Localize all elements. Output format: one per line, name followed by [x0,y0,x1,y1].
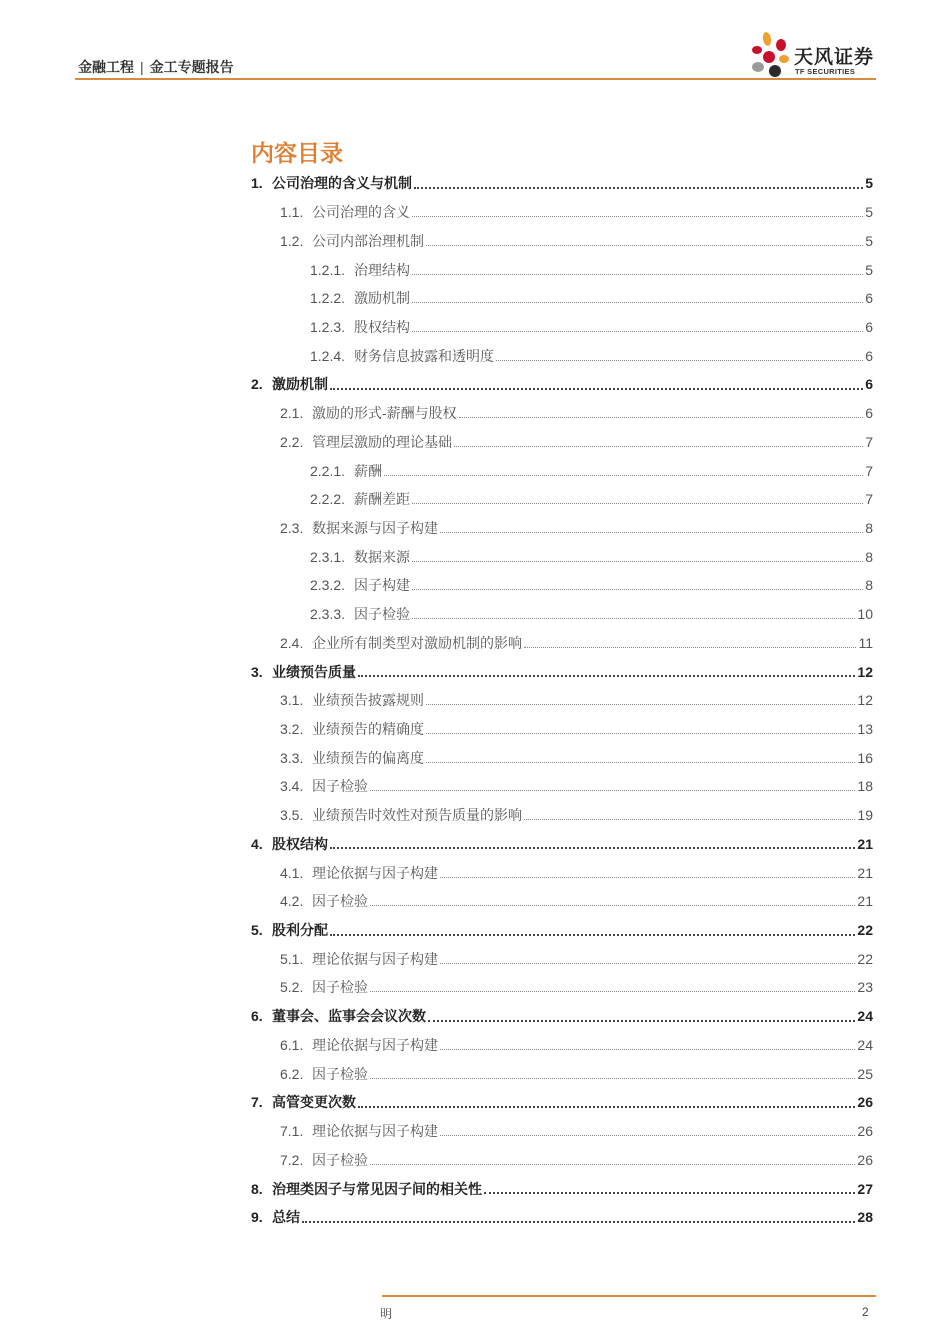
toc-entry-page: 5 [865,175,873,192]
toc-entry-title[interactable]: 高管变更次数 [272,1094,356,1111]
toc-leader-dots [412,560,863,562]
toc-entry-page: 12 [857,663,873,680]
toc-leader-dots [412,330,863,332]
toc-entry-number: 4.1. [280,864,304,881]
toc-entry-number: 1.2.3. [310,318,346,335]
toc-entry-page: 26 [857,1151,873,1168]
toc-entry-number: 3.2. [280,721,304,738]
toc-entry-page: 8 [865,548,873,565]
toc-entry-title[interactable]: 因子检验 [312,979,368,996]
toc-entry-title[interactable]: 业绩预告披露规则 [312,692,424,709]
toc-entry-number: 2. [251,376,263,393]
toc-entry-number: 2.3.3. [310,606,346,623]
toc-entry-number: 5.2. [280,979,304,996]
header-section-label: 金融工程 [78,59,134,75]
toc-entry[interactable] [251,399,873,428]
brand-flower-icon [748,30,794,82]
toc-leader-dots [440,962,855,964]
toc-leader-dots [412,273,863,275]
toc-entry[interactable] [251,772,873,801]
toc-leader-dots [330,933,855,936]
toc-entry-number: 7.2. [280,1151,304,1168]
toc-entry-title[interactable]: 因子检验 [312,1151,368,1168]
toc-entry-title[interactable]: 激励机制 [272,376,328,393]
toc-leader-dots [459,416,863,418]
toc-entry[interactable] [251,1117,873,1146]
toc-entry-page: 21 [857,893,873,910]
toc-entry-number: 4.2. [280,893,304,910]
toc-entry-title[interactable]: 因子检验 [312,1065,368,1082]
toc-entry-title[interactable]: 因子检验 [312,778,368,795]
toc-entry-number: 2.3. [280,519,304,536]
toc-entry-title[interactable]: 业绩预告的偏离度 [312,749,424,766]
toc-entry-title[interactable]: 企业所有制类型对激励机制的影响 [312,634,522,651]
toc-entry-title[interactable]: 激励的形式-薪酬与股权 [312,405,457,422]
toc-entry-number: 1.2. [280,232,304,249]
toc-entry-title[interactable]: 公司治理的含义与机制 [272,175,412,192]
brand-name-cn: 天风证券 [794,47,875,68]
toc-entry-page: 11 [858,634,873,651]
toc-entry-number: 9. [251,1209,263,1226]
toc-entry[interactable] [251,370,873,399]
toc-entry-title[interactable]: 业绩预告质量 [272,663,356,680]
toc-entry-number: 6.2. [280,1065,304,1082]
toc-entry[interactable] [251,255,873,284]
toc-entry-page: 12 [857,692,873,709]
toc-entry-title[interactable]: 股权结构 [272,835,328,852]
header-section [78,57,234,77]
toc-entry[interactable] [251,198,873,227]
toc-entry-title[interactable]: 数据来源 [354,548,410,565]
toc-leader-dots [440,876,855,878]
toc-entry-page: 5 [865,232,873,249]
toc-leader-dots [412,215,863,217]
toc-leader-dots [330,387,863,390]
toc-entry[interactable] [251,657,873,686]
toc-leader-dots [524,818,855,820]
header-separator: | [140,59,144,75]
toc-entry-page: 25 [857,1065,873,1082]
toc-entry-page: 6 [865,405,873,422]
toc-leader-dots [302,1220,855,1223]
toc-leader-dots [454,445,863,447]
toc-leader-dots [370,990,855,992]
toc-entry[interactable] [251,341,873,370]
toc-entry-title[interactable]: 总结 [272,1209,300,1226]
toc-entry-number: 4. [251,835,263,852]
toc-entry[interactable] [251,313,873,342]
toc-entry-page: 6 [865,376,873,393]
toc-entry[interactable] [251,743,873,772]
toc-entry[interactable] [251,1145,873,1174]
toc-leader-dots [370,904,855,906]
toc-entry-page: 7 [865,433,873,450]
toc-entry[interactable] [251,1203,873,1232]
toc-entry-number: 2.2.2. [310,491,346,508]
toc-leader-dots [384,474,863,476]
toc-leader-dots [412,617,855,619]
toc-entry-page: 7 [865,462,873,479]
toc-entry[interactable] [251,1174,873,1203]
brand-logo [748,30,878,82]
footer-divider [382,1295,876,1297]
toc-entry-page: 21 [857,835,873,852]
toc-leader-dots [370,1077,855,1079]
toc-entry[interactable] [251,284,873,313]
toc-entry-title[interactable]: 股权结构 [354,318,410,335]
toc-entry[interactable] [251,916,873,945]
toc-entry-page: 6 [865,318,873,335]
toc-entry-number: 3.4. [280,778,304,795]
toc-leader-dots [484,1191,855,1194]
toc-entry-page: 8 [865,577,873,594]
toc-entry[interactable] [251,456,873,485]
toc-leader-dots [412,301,863,303]
toc-entry[interactable] [251,1031,873,1060]
toc-entry-number: 6.1. [280,1036,304,1053]
toc-entry-page: 18 [857,778,873,795]
toc-entry-page: 28 [857,1209,873,1226]
toc-entry[interactable] [251,427,873,456]
toc-entry-title[interactable]: 薪酬 [354,462,382,479]
toc-entry-page: 27 [857,1180,873,1197]
toc-entry-page: 22 [857,950,873,967]
toc-entry-title[interactable]: 理论依据与因子构建 [312,950,438,967]
brand-name-en: TF SECURITIES [795,67,856,76]
toc-entry[interactable] [251,1002,873,1031]
toc-leader-dots [412,588,863,590]
toc-entry-page: 6 [865,290,873,307]
toc-entry-title[interactable]: 董事会、监事会会议次数 [272,1008,426,1025]
toc-entry-title[interactable]: 理论依据与因子构建 [312,1036,438,1053]
toc-leader-dots [358,1105,855,1108]
toc-entry[interactable] [251,600,873,629]
toc-leader-dots [330,846,855,849]
toc-entry-title[interactable]: 治理结构 [354,261,410,278]
toc-leader-dots [426,244,863,246]
footer-text: 明 [380,1307,393,1321]
toc-entry-number: 5. [251,922,263,939]
toc-entry-number: 2.2. [280,433,304,450]
toc-entry-title[interactable]: 理论依据与因子构建 [312,864,438,881]
toc-entry-page: 5 [865,261,873,278]
toc-entry-number: 7. [251,1094,263,1111]
toc-title: 内容目录 [251,140,343,166]
toc-entry-page: 13 [857,721,873,738]
toc-entry-page: 21 [857,864,873,881]
toc-entry[interactable] [251,226,873,255]
toc-entry-number: 6. [251,1008,263,1025]
toc-leader-dots [426,761,855,763]
toc-entry-number: 8. [251,1180,263,1197]
toc-entry-number: 3.5. [280,807,304,824]
toc-entry-page: 24 [857,1008,873,1025]
toc-entry[interactable] [251,542,873,571]
toc-entry-title[interactable]: 薪酬差距 [354,491,410,508]
header-report-type: 金工专题报告 [149,59,234,75]
toc-leader-dots [428,1019,855,1022]
toc-entry-title[interactable]: 理论依据与因子构建 [312,1123,438,1140]
toc-entry-number: 2.4. [280,634,304,651]
toc-entry-title[interactable]: 因子构建 [354,577,410,594]
toc-entry-page: 26 [857,1094,873,1111]
toc-entry-page: 23 [857,979,873,996]
toc-leader-dots [440,1134,855,1136]
header-divider [75,78,876,80]
toc-entry-number: 3.1. [280,692,304,709]
toc-entry[interactable] [251,686,873,715]
toc-entry-title[interactable]: 公司内部治理机制 [312,232,424,249]
toc-leader-dots [370,789,855,791]
toc-leader-dots [496,359,863,361]
toc-entry-title[interactable]: 数据来源与因子构建 [312,519,438,536]
toc-entry-page: 19 [857,807,873,824]
toc-entry-number: 2.3.1. [310,548,346,565]
toc-entry[interactable] [251,169,873,198]
toc-entry-title[interactable]: 股利分配 [272,922,328,939]
toc-entry-number: 1.1. [280,204,304,221]
toc-entry-number: 3.3. [280,749,304,766]
toc-leader-dots [440,531,863,533]
toc-leader-dots [370,1163,855,1165]
toc-entry[interactable] [251,629,873,658]
toc-leader-dots [426,703,855,705]
toc-leader-dots [524,646,856,648]
toc-entry[interactable] [251,830,873,859]
toc-entry-number: 3. [251,663,263,680]
toc-entry-title[interactable]: 业绩预告的精确度 [312,721,424,738]
toc-entry-page: 6 [865,347,873,364]
toc-entry-number: 1.2.1. [310,261,346,278]
toc-entry-page: 16 [857,749,873,766]
toc-entry-number: 1. [251,175,263,192]
toc-entry[interactable] [251,571,873,600]
toc-entry-number: 7.1. [280,1123,304,1140]
footer-page-number: 2 [862,1305,869,1319]
toc-leader-dots [414,186,863,189]
toc-entry-page: 5 [865,204,873,221]
toc-entry-page: 22 [857,922,873,939]
toc-entry-title[interactable]: 治理类因子与常见因子间的相关性 [272,1180,482,1197]
toc-entry-page: 7 [865,491,873,508]
toc-entry-page: 26 [857,1123,873,1140]
toc-entry-page: 8 [865,519,873,536]
toc-entry-number: 1.2.4. [310,347,346,364]
toc-entry-title[interactable]: 财务信息披露和透明度 [354,347,494,364]
toc-leader-dots [426,732,855,734]
toc-entry-number: 5.1. [280,950,304,967]
toc-entry-number: 2.1. [280,405,304,422]
toc-entry[interactable] [251,858,873,887]
toc-entry[interactable] [251,715,873,744]
toc-entry-title[interactable]: 业绩预告时效性对预告质量的影响 [312,807,522,824]
toc-leader-dots [440,1048,855,1050]
toc-entry[interactable] [251,973,873,1002]
toc-entry-number: 2.3.2. [310,577,346,594]
toc-entry-title[interactable]: 因子检验 [354,606,410,623]
toc-entry-title[interactable]: 公司治理的含义 [312,204,410,221]
toc-entry-number: 2.2.1. [310,462,346,479]
toc-leader-dots [412,502,863,504]
toc-entry-page: 24 [857,1036,873,1053]
toc-entry-title[interactable]: 激励机制 [354,290,410,307]
toc-entry[interactable] [251,1059,873,1088]
toc-entry-number: 1.2.2. [310,290,346,307]
toc-entry-page: 10 [857,606,873,623]
toc-entry-title[interactable]: 管理层激励的理论基础 [312,433,452,450]
toc-leader-dots [358,674,855,677]
toc-entry[interactable] [251,514,873,543]
toc-entry[interactable] [251,801,873,830]
toc-entry[interactable] [251,944,873,973]
toc-entry[interactable] [251,887,873,916]
toc-entry-title[interactable]: 因子检验 [312,893,368,910]
toc-entry[interactable] [251,1088,873,1117]
toc-entry[interactable] [251,485,873,514]
table-of-contents [251,169,873,1232]
